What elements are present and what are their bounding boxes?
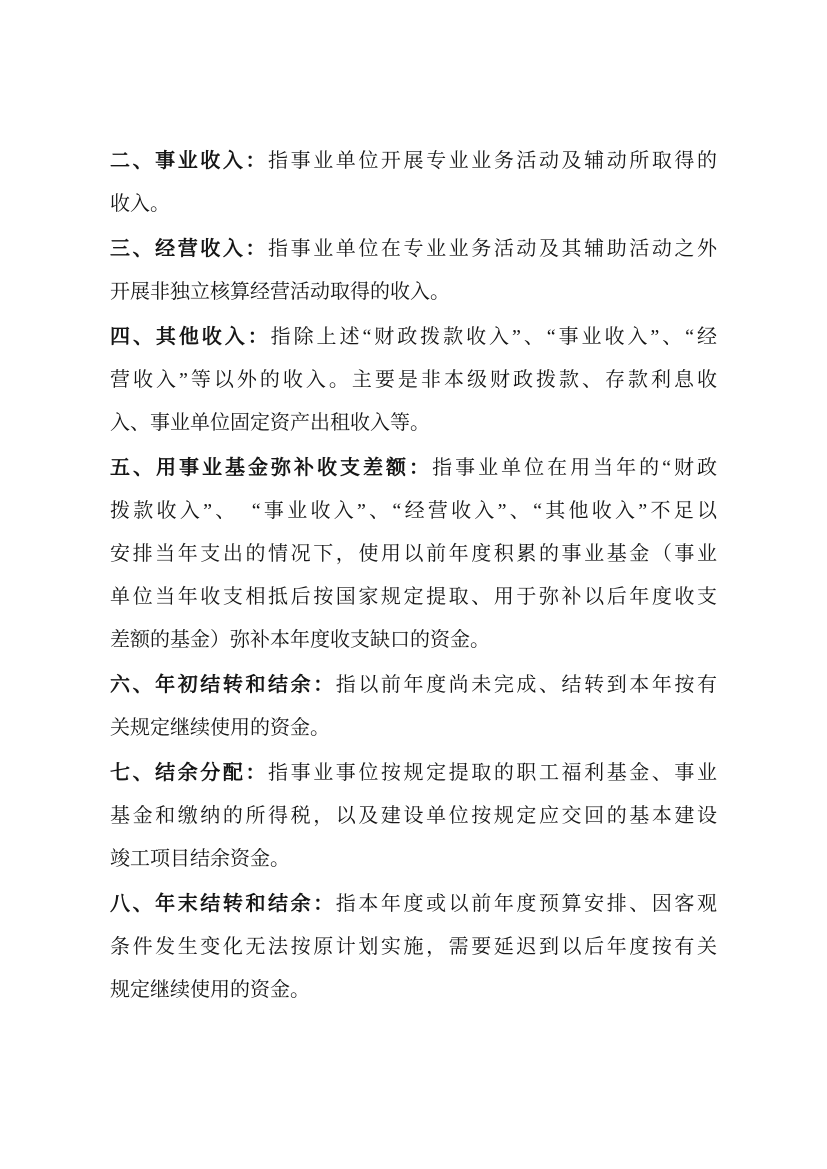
definition-line — [110, 883, 717, 926]
definition-text: 指事业事位按规定提取的职工福利基金、事业 — [268, 762, 718, 784]
term-label: 五、用事业基金弥补收支差额： — [110, 457, 433, 479]
definition-line: 收入。 — [110, 193, 170, 215]
term-label: 七、结余分配： — [110, 762, 269, 784]
definition-line: 入、事业单位固定资产出租收入等。 — [110, 412, 430, 434]
term-label: 三、经营收入： — [110, 238, 269, 260]
definition-section-shiye-shouru — [110, 140, 717, 226]
definitions-text-block — [110, 140, 717, 1012]
definition-line: 规定继续使用的资金。 — [110, 979, 310, 1001]
definition-section-jingying-shouru — [110, 228, 717, 314]
definition-section-shiye-jijin-mibu — [110, 447, 717, 662]
definition-text: 指本年度或以前年度预算安排、因客观 — [335, 893, 718, 915]
definition-text: 指事业单位在专业业务活动及其辅助活动之外 — [268, 238, 718, 260]
definition-text: 指除上述“财政拨款收入”、“事业收入”、“经 — [270, 326, 717, 348]
definition-line — [110, 664, 717, 707]
definition-section-qita-shouru — [110, 316, 717, 445]
term-label: 二、事业收入： — [110, 150, 269, 172]
term-label: 四、其他收入： — [110, 326, 271, 348]
definition-text: 指以前年度尚未完成、结转到本年按有 — [335, 674, 718, 696]
definition-line — [110, 752, 717, 795]
definition-line: 开展非独立核算经营活动取得的收入。 — [110, 281, 450, 303]
definition-line: 关规定继续使用的资金。 — [110, 717, 330, 739]
definition-line: 竣工项目结余资金。 — [110, 848, 290, 870]
definition-section-nianchu-jiezhuan — [110, 664, 717, 750]
definition-line — [110, 316, 717, 359]
definition-section-nianmo-jiezhuan — [110, 883, 717, 1012]
definition-line — [110, 140, 717, 183]
definition-line: 差额的基金）弥补本年度收支缺口的资金。 — [110, 629, 490, 651]
definition-line: 拨款收入”、 “事业收入”、“经营收入”、“其他收入”不足以 — [110, 500, 717, 522]
definition-section-jieyu-fenpei — [110, 752, 717, 881]
definition-line: 条件发生变化无法按原计划实施，需要延迟到以后年度按有关 — [110, 936, 717, 958]
definition-line: 营收入”等以外的收入。主要是非本级财政拨款、存款利息收 — [110, 369, 717, 391]
term-label: 八、年末结转和结余： — [110, 893, 336, 915]
definition-text: 指事业单位开展专业业务活动及辅动所取得的 — [268, 150, 718, 172]
term-label: 六、年初结转和结余： — [110, 674, 336, 696]
definition-line — [110, 447, 717, 490]
definition-line — [110, 228, 717, 271]
definition-line: 单位当年收支相抵后按国家规定提取、用于弥补以后年度收支 — [110, 586, 717, 608]
definition-line: 基金和缴纳的所得税，以及建设单位按规定应交回的基本建设 — [110, 805, 717, 827]
definition-text: 指事业单位在用当年的“财政 — [432, 457, 717, 479]
definition-line: 安排当年支出的情况下，使用以前年度积累的事业基金（事业 — [110, 543, 717, 565]
